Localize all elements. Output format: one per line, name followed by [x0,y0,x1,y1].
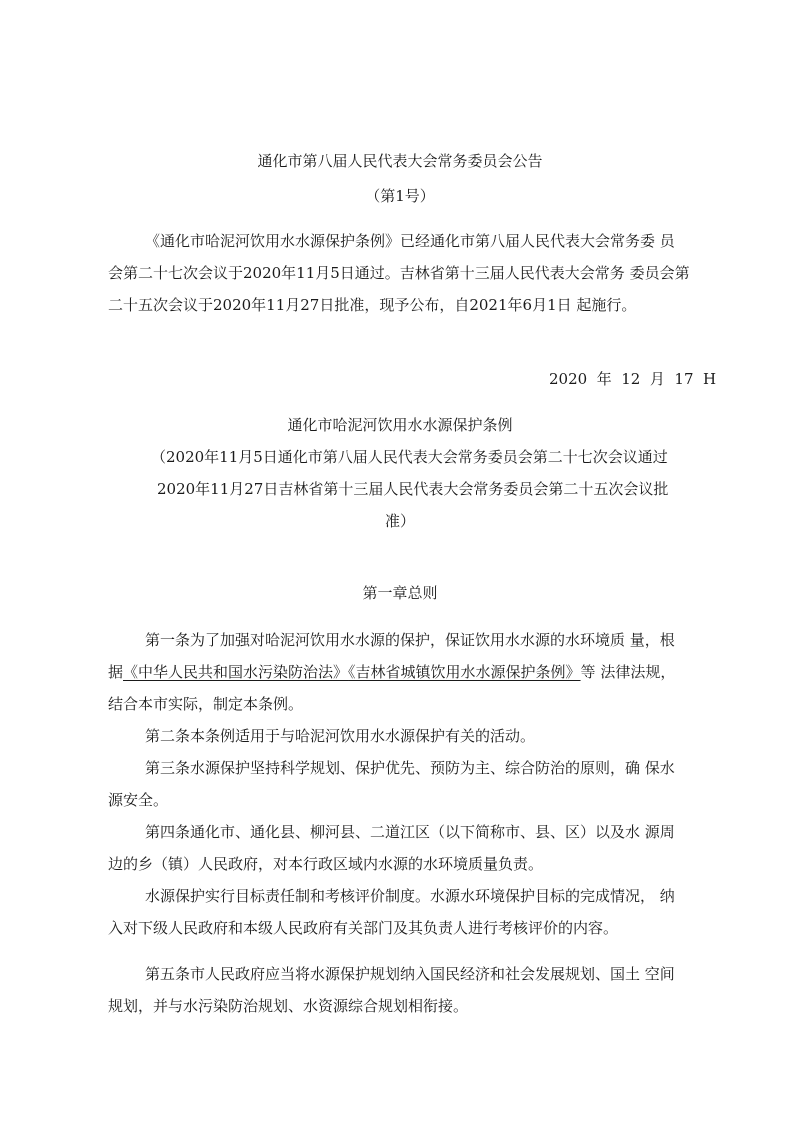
article-5-line: 规划，并与水污染防治规划、水资源综合规划相衔接。 [108,997,469,1015]
announcement-date: 2020 年 12 月 17 H [549,370,717,388]
article-4b-line: 水源保护实行目标责任制和考核评价制度。水源水环境保护目标的完成情况， 纳 [145,887,675,905]
chapter-heading: 第一章总则 [362,584,438,602]
article-4b-line: 入对下级人民政府和本级人民政府有关部门及其负责人进行考核评价的内容。 [108,919,619,937]
announcement-number: （第1号） [365,187,435,205]
article-1-line [108,663,675,681]
article-5-line: 第五条市人民政府应当将水源保护规划纳入国民经济和社会发展规划、国土 空间 [145,965,675,983]
article-4-line: 边的乡（镇）人民政府，对本行政区域内水源的水环境质量负责。 [108,855,544,873]
regulation-link[interactable]: 《吉林省城镇饮用水水源保护条例》 [348,663,581,681]
article-4-line: 第四条通化市、通化县、柳河县、二道江区（以下简称市、县、区）以及水 源周 [145,823,675,841]
announcement-body-line: 二十五次会议于2020年11月27日批准，现予公布，自2021年6月1日 起施行。 [108,296,637,314]
article-2: 第二条本条例适用于与哈泥河饮用水水源保护有关的活动。 [145,727,536,745]
announcement-body-line: 会第二十七次会议于2020年11月5日通过。吉林省第十三届人民代表大会常务 委员会第 [108,264,690,282]
announcement-title: 通化市第八届人民代表大会常务委员会公告 [257,152,543,170]
regulation-note-line: （2020年11月5日通化市第八届人民代表大会常务委员会第二十七次会议通过 [151,448,668,466]
article-1-text: 等 法律法规， [580,663,676,681]
article-3-line: 源安全。 [108,791,169,809]
law-link[interactable]: 《中华人民共和国水污染防治法》 [123,663,349,681]
article-3-line: 第三条水源保护坚持科学规划、保护优先、预防为主、综合防治的原则，确 保水 [145,759,675,777]
article-1-line: 第一条为了加强对哈泥河饮用水水源的保护，保证饮用水水源的水环境质 量，根 [145,631,675,649]
article-1-line: 结合本市实际，制定本条例。 [108,695,304,713]
regulation-title: 通化市哈泥河饮用水水源保护条例 [287,416,513,434]
article-1-text: 据 [108,663,124,681]
announcement-body-line: 《通化市哈泥河饮用水水源保护条例》已经通化市第八届人民代表大会常务委 员 [145,232,675,250]
regulation-note-line: 2020年11月27日吉林省第十三届人民代表大会常务委员会第二十五次会议批 [157,480,669,498]
regulation-note-line: 准） [384,512,415,530]
